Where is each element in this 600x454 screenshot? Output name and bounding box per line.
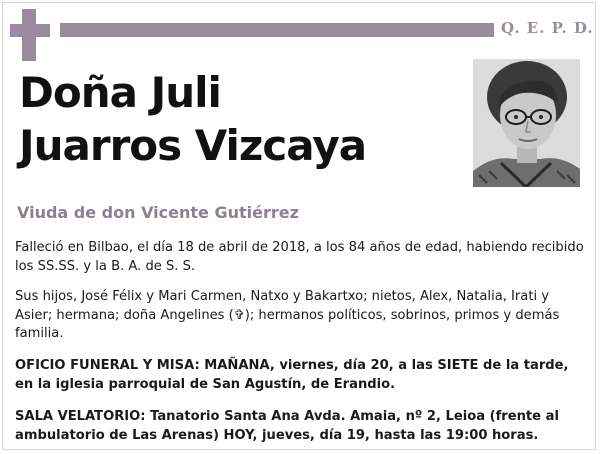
subtitle-widow: Viuda de don Vicente Gutiérrez <box>17 203 299 222</box>
family-paragraph: Sus hijos, José Félix y Mari Carmen, Natxo y Bakartxo; nietos, Alex, Natalia, Irati y Asier; hermana; doña Angelines (✞); hermanos políticos, sobrinos, primos y demás familia. <box>15 289 560 341</box>
portrait-photo <box>473 59 580 187</box>
name-line-1: Doña Juli <box>19 68 221 117</box>
name-line-2: Juarros Vizcaya <box>19 121 367 170</box>
cross-icon <box>10 9 50 61</box>
header-rule <box>60 23 494 37</box>
funeral-paragraph: OFICIO FUNERAL Y MISA: MAÑANA, viernes, día 20, a las SIETE de la tarde, en la iglesia parroquial de San Agustín, de Erandio. <box>15 358 569 392</box>
wake-paragraph: SALA VELATORIO: Tanatorio Santa Ana Avda. Amaia, nº 2, Leioa (frente al ambulatorio de Las Arenas) HOY, jueves, día 19, hasta las 19:00 horas. <box>15 409 559 443</box>
qepd-label: Q. E. P. D. <box>501 19 594 37</box>
death-notice-paragraph: Falleció en Bilbao, el día 18 de abril de 2018, a los 84 años de edad, habiendo recibido los SS.SS. y la B. A. de S. S. <box>15 240 584 274</box>
deceased-name <box>19 66 366 172</box>
